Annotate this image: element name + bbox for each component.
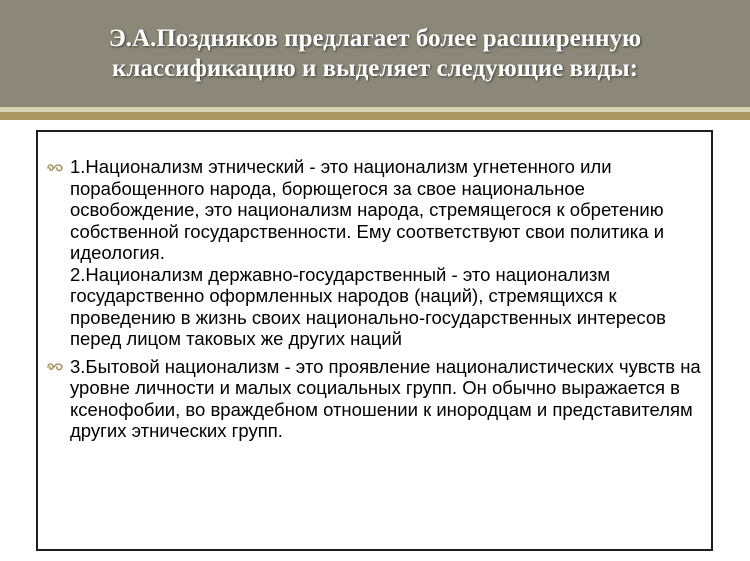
slide-title: Э.А.Поздняков предлагает более расширенную классификацию и выделяет следующие виды: bbox=[108, 24, 642, 82]
accent-stripe-gold bbox=[0, 112, 750, 120]
content-box bbox=[36, 130, 713, 551]
paragraph-state-nationalism: 2.Национализм державно-государственный - это национализм государственно оформленных народов (наций), стремящихся к проведению в жизнь своих национально-государственных интересов перед лицом таковых же других наций bbox=[70, 263, 667, 349]
bullet-list bbox=[46, 156, 706, 448]
paragraph-everyday-nationalism: 3.Бытовой национализм - это проявление националистических чувств на уровне личности и малых социальных групп. Он обычно выражается в ксенофобии, во враждебном отношении к инородцам и представителям других этнических групп. bbox=[70, 355, 701, 441]
title-banner bbox=[0, 0, 750, 107]
bullet-item bbox=[46, 156, 706, 350]
bullet-text bbox=[70, 156, 706, 350]
bullet-item bbox=[46, 356, 706, 442]
paragraph-ethnic-nationalism: 1.Национализм этнический - это национализм угнетенного или порабощенного народа, борющегося за свое национальное освобождение, это национализм народа, стремящегося к обретению собственной государственности. Ему соответствуют свои политика и идеология. bbox=[70, 156, 665, 263]
scroll-swirl-icon bbox=[46, 157, 70, 178]
bullet-text bbox=[70, 356, 706, 442]
scroll-swirl-icon bbox=[46, 357, 70, 378]
